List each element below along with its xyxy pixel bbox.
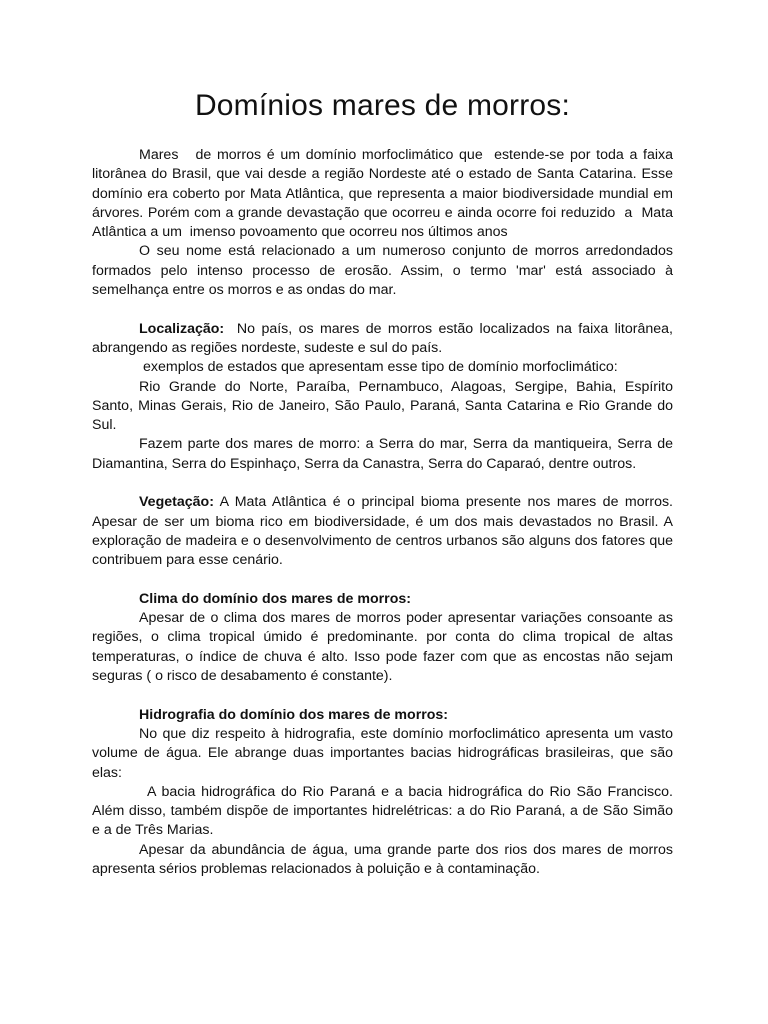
section-spacer bbox=[92, 474, 673, 493]
vegetacao-label: Vegetação: bbox=[139, 494, 214, 511]
hidrografia-heading: Hidrografia do domínio dos mares de morros: bbox=[139, 706, 449, 723]
localizacao-text: No país, os mares de morros estão localizados na faixa litorânea, abrangendo as regiões nordeste, sudeste e sul do país. bbox=[92, 320, 677, 356]
serras-paragraph: Fazem parte dos mares de morro: a Serra do mar, Serra da mantiqueira, Serra de Diamantina, Serra do Espinhaço, Serra da Canastra, Serra do Caparaó, dentre outros. bbox=[92, 436, 673, 472]
clima-heading: Clima do domínio dos mares de morros: bbox=[139, 590, 411, 607]
intro-paragraph-2: O seu nome está relacionado a um numeroso conjunto de morros arredondados formados pelo intenso processo de erosão. Assim, o termo 'mar' está associado à semelhança entre os morros e as ondas do mar. bbox=[92, 243, 673, 299]
page-title: Domínios mares de morros: bbox=[194, 89, 571, 122]
hidrografia-paragraph-2: A bacia hidrográfica do Rio Paraná e a bacia hidrográfica do Rio São Francisco. Além disso, também dispõe de importantes hidrelétricas: a do Rio Paraná, a de São Simão e a de Três Marias. bbox=[92, 783, 673, 839]
section-spacer bbox=[92, 571, 673, 590]
vegetacao-paragraph bbox=[92, 493, 673, 570]
section-spacer bbox=[92, 300, 673, 319]
localizacao-paragraph bbox=[92, 320, 677, 359]
hidrografia-paragraph-3: Apesar da abundância de água, uma grande parte dos rios dos mares de morros apresenta sérios problemas relacionados à poluição e à contaminação. bbox=[92, 841, 673, 877]
intro-paragraph-1: Mares de morros é um domínio morfoclimático que estende-se por toda a faixa litorânea do Brasil, que vai desde a região Nordeste até o estado de Santa Catarina. Esse domínio era coberto por Mata Atlântica, que representa a maior biodiversidade mundial em árvores. Porém com a grande devastação que ocorreu e ainda ocorre foi reduzido a Mata Atlântica a um imenso povoamento que ocorreu nos últimos anos bbox=[92, 147, 677, 241]
section-spacer bbox=[92, 686, 673, 705]
hidrografia-paragraph-1: No que diz respeito à hidrografia, este domínio morfoclimático apresenta um vasto volume de água. Ele abrange duas importantes bacias hidrográficas brasileiras, que são elas: bbox=[92, 725, 673, 781]
states-list: Rio Grande do Norte, Paraíba, Pernambuco, Alagoas, Sergipe, Bahia, Espírito Santo, Minas Gerais, Rio de Janeiro, São Paulo, Paraná, Santa Catarina e Rio Grande do Sul. bbox=[92, 378, 673, 434]
clima-paragraph: Apesar de o clima dos mares de morros poder apresentar variações consoante as regiões, o clima tropical úmido é predominante. por conta do clima tropical de altas temperaturas, o índice de chuva é alto. Isso pode fazer com que as encostas não sejam seguras ( o risco de desabamento é constante). bbox=[92, 610, 673, 685]
examples-intro: exemplos de estados que apresentam esse tipo de domínio morfoclimático: bbox=[143, 359, 618, 376]
vegetacao-text: A Mata Atlântica é o principal bioma presente nos mares de morros. Apesar de ser um bioma rico em biodiversidade, é um dos mais devastados no Brasil. A exploração de madeira e o desenvolvimento de centros urbanos são alguns dos fatores que contribuem para esse cenário. bbox=[92, 494, 673, 569]
document-page bbox=[92, 88, 677, 879]
localizacao-label: Localização: bbox=[139, 320, 225, 337]
